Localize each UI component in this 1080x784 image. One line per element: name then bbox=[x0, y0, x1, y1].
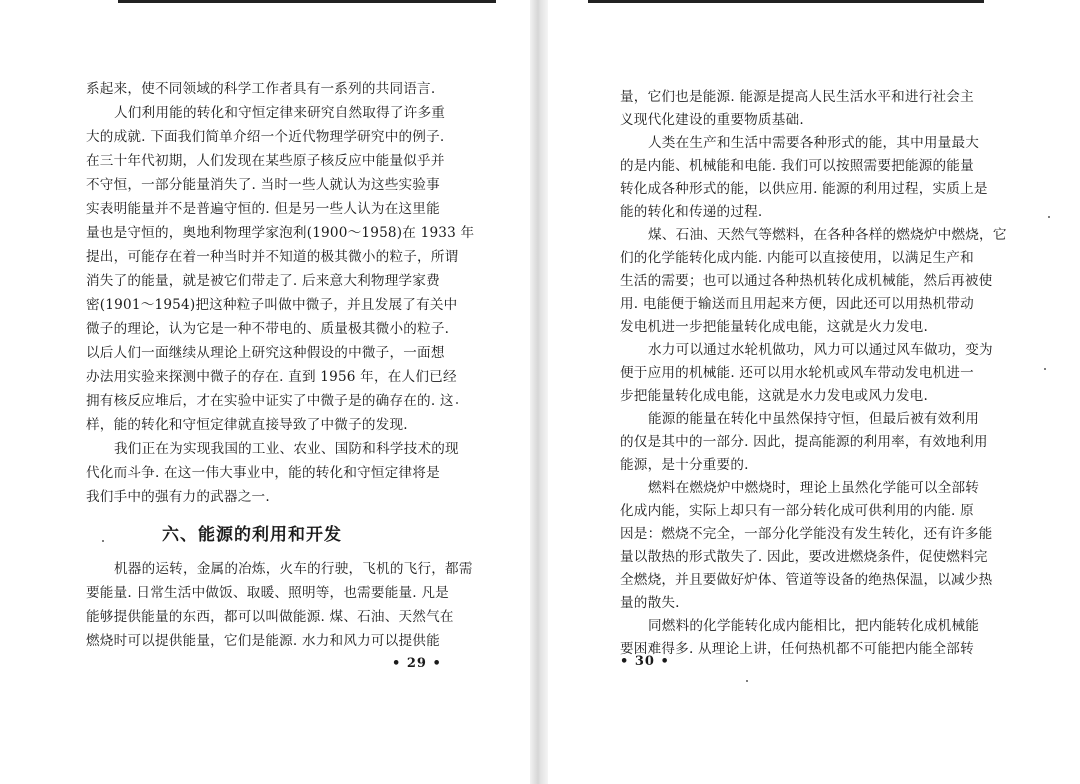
text-line: 生活的需要；也可以通过各种热机转化成机械能，然后再被使 bbox=[620, 273, 993, 289]
text-line: 水力可以通过水轮机做功，风力可以通过风车做功，变为 bbox=[648, 342, 993, 358]
text-line: 量以散热的形式散失了. 因此，要改进燃烧条件，促使燃料完 bbox=[620, 549, 988, 565]
text-line: 便于应用的机械能. 还可以用水轮机或风车带动发电机进一 bbox=[620, 365, 974, 381]
text-line: 能源，是十分重要的. bbox=[620, 457, 749, 473]
text-line: 能够提供能量的东西，都可以叫做能源. 煤、石油、天然气在 bbox=[86, 609, 454, 625]
book-gutter bbox=[530, 0, 548, 784]
text-line: 量，它们也是能源. 能源是提高人民生活水平和进行社会主 bbox=[620, 89, 974, 105]
text-line: 燃料在燃烧炉中燃烧时，理论上虽然化学能可以全部转 bbox=[648, 480, 980, 496]
text-line: 在三十年代初期，人们发现在某些原子核反应中能量似乎并 bbox=[86, 153, 445, 169]
scan-speck bbox=[456, 402, 458, 404]
scan-speck bbox=[102, 540, 104, 542]
scan-speck bbox=[1048, 216, 1050, 218]
text-line: 代化而斗争. 在这一伟大事业中，能的转化和守恒定律将是 bbox=[86, 465, 440, 481]
text-line: 燃烧时可以提供能量，它们是能源. 水力和风力可以提供能 bbox=[86, 633, 440, 649]
scan-speck bbox=[1044, 368, 1046, 370]
text-line: 们的化学能转化成内能. 内能可以直接使用，以满足生产和 bbox=[620, 250, 974, 266]
text-line: 以后人们一面继续从理论上研究这种假设的中微子，一面想 bbox=[86, 345, 445, 361]
text-line: 我们手中的强有力的武器之一. bbox=[86, 489, 270, 505]
text-line: 的仅是其中的一部分. 因此，提高能源的利用率，有效地利用 bbox=[620, 434, 988, 450]
text-line: 我们正在为实现我国的工业、农业、国防和科学技术的现 bbox=[114, 441, 459, 457]
text-line: 能源的能量在转化中虽然保持守恒，但最后被有效利用 bbox=[648, 411, 980, 427]
text-line: 大的成就. 下面我们简单介绍一个近代物理学研究中的例子. bbox=[86, 129, 445, 145]
top-rule bbox=[118, 0, 496, 3]
text-line: 机器的运转，金属的冶炼，火车的行驶，飞机的飞行，都需 bbox=[114, 561, 473, 577]
text-line: 量也是守恒的，奥地利物理学家泡利(1900～1958)在 1933 年 bbox=[86, 225, 475, 241]
text-line: 转化成各种形式的能，以供应用. 能源的利用过程，实质上是 bbox=[620, 181, 988, 197]
text-line: 能的转化和传递的过程. bbox=[620, 204, 763, 220]
left-page bbox=[0, 0, 530, 784]
text-line: 义现代化建设的重要物质基础. bbox=[620, 112, 804, 128]
text-line: 因是：燃烧不完全，一部分化学能没有发生转化，还有许多能 bbox=[620, 526, 993, 542]
text-line: 发电机进一步把能量转化成电能，这就是火力发电. bbox=[620, 319, 928, 335]
text-line: 化成内能，实际上却只有一部分转化成可供利用的内能. 原 bbox=[620, 503, 974, 519]
text-line: 实表明能量并不是普遍守恒的. 但是另一些人认为在这里能 bbox=[86, 201, 440, 217]
text-line: 拥有核反应堆后，才在实验中证实了中微子是的确存在的. 这 bbox=[86, 393, 454, 409]
text-line: 人们利用能的转化和守恒定律来研究自然取得了许多重 bbox=[114, 105, 446, 121]
text-line: 不守恒，一部分能量消失了. 当时一些人就认为这些实验事 bbox=[86, 177, 440, 193]
text-line: 样，能的转化和守恒定律就直接导致了中微子的发现. bbox=[86, 417, 408, 433]
text-line: 系起来，使不同领域的科学工作者具有一系列的共同语言. bbox=[86, 81, 436, 97]
text-line: 煤、石油、天然气等燃料，在各种各样的燃烧炉中燃烧，它 bbox=[648, 227, 1007, 243]
right-page bbox=[548, 0, 1080, 784]
text-line: 微子的理论，认为它是一种不带电的、质量极其微小的粒子. bbox=[86, 321, 450, 337]
page-number: • 30 • bbox=[620, 654, 670, 669]
text-line: 同燃料的化学能转化成内能相比，把内能转化成机械能 bbox=[648, 618, 980, 634]
text-line: 要能量. 日常生活中做饭、取暖、照明等，也需要能量. 凡是 bbox=[86, 585, 449, 601]
text-line: 全燃烧，并且要做好炉体、管道等设备的绝热保温，以减少热 bbox=[620, 572, 993, 588]
scan-speck bbox=[746, 680, 748, 682]
text-line: 消失了的能量，就是被它们带走了. 后来意大利物理学家费 bbox=[86, 273, 440, 289]
text-line: 要困难得多. 从理论上讲，任何热机都不可能把内能全部转 bbox=[620, 641, 974, 657]
text-line: 用. 电能便于输送而且用起来方便，因此还可以用热机带动 bbox=[620, 296, 974, 312]
text-line: 提出，可能存在着一种当时并不知道的极其微小的粒子，所谓 bbox=[86, 249, 459, 265]
text-line: 的是内能、机械能和电能. 我们可以按照需要把能源的能量 bbox=[620, 158, 974, 174]
text-line: 密(1901～1954)把这种粒子叫做中微子，并且发展了有关中 bbox=[86, 297, 458, 313]
section-heading: 六、能源的利用和开发 bbox=[162, 525, 342, 545]
text-line: 人类在生产和生活中需要各种形式的能，其中用量最大 bbox=[648, 135, 980, 151]
text-line: 步把能量转化成电能，这就是水力发电或风力发电. bbox=[620, 388, 928, 404]
text-line: 办法用实验来探测中微子的存在. 直到 1956 年，在人们已经 bbox=[86, 369, 457, 385]
text-line: 量的散失. bbox=[620, 595, 680, 611]
top-rule bbox=[588, 0, 984, 3]
page-number: • 29 • bbox=[392, 656, 442, 671]
